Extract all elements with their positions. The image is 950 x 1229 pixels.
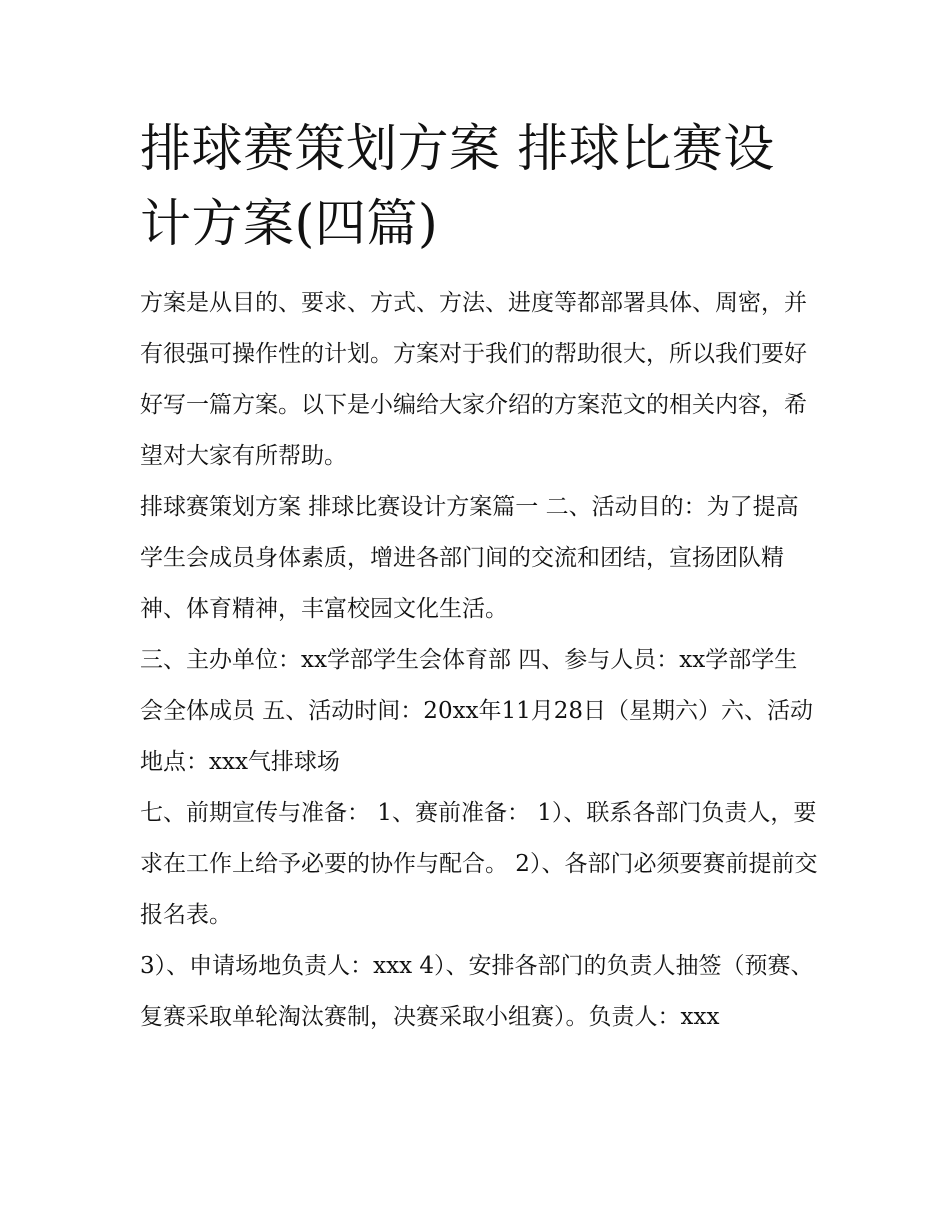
document-title: 排球赛策划方案 排球比赛设计方案(四篇)	[140, 120, 775, 254]
paragraph-purpose: 排球赛策划方案 排球比赛设计方案篇一 二、活动目的：为了提高学生会成员身体素质，增进各部门间的交流和团结，宣扬团队精神、体育精神，丰富校园文化生活。	[140, 494, 799, 622]
paragraph-venue-draw: 3）、申请场地负责人：xxx 4）、安排各部门的负责人抽签（预赛、复赛采取单轮淘汰赛制，决赛采取小组赛）。负责人：xxx	[140, 953, 814, 1030]
paragraph-preparation: 七、前期宣传与准备： 1、赛前准备： 1）、联系各部门负责人，要求在工作上给予必要的协作与配合。 2）、各部门必须要赛前提前交报名表。	[140, 800, 818, 928]
paragraph-intro: 方案是从目的、要求、方式、方法、进度等都部署具体、周密，并有很强可操作性的计划。方案对于我们的帮助很大，所以我们要好好写一篇方案。以下是小编给大家介绍的方案范文的相关内容，希望对大家有所帮助。	[140, 290, 807, 469]
document-body	[140, 112, 820, 1043]
paragraph-organizer-time-place: 三、主办单位：xx学部学生会体育部 四、参与人员：xx学部学生会全体成员 五、活动时间：20xx年11月28日（星期六）六、活动地点：xxx气排球场	[140, 647, 814, 775]
